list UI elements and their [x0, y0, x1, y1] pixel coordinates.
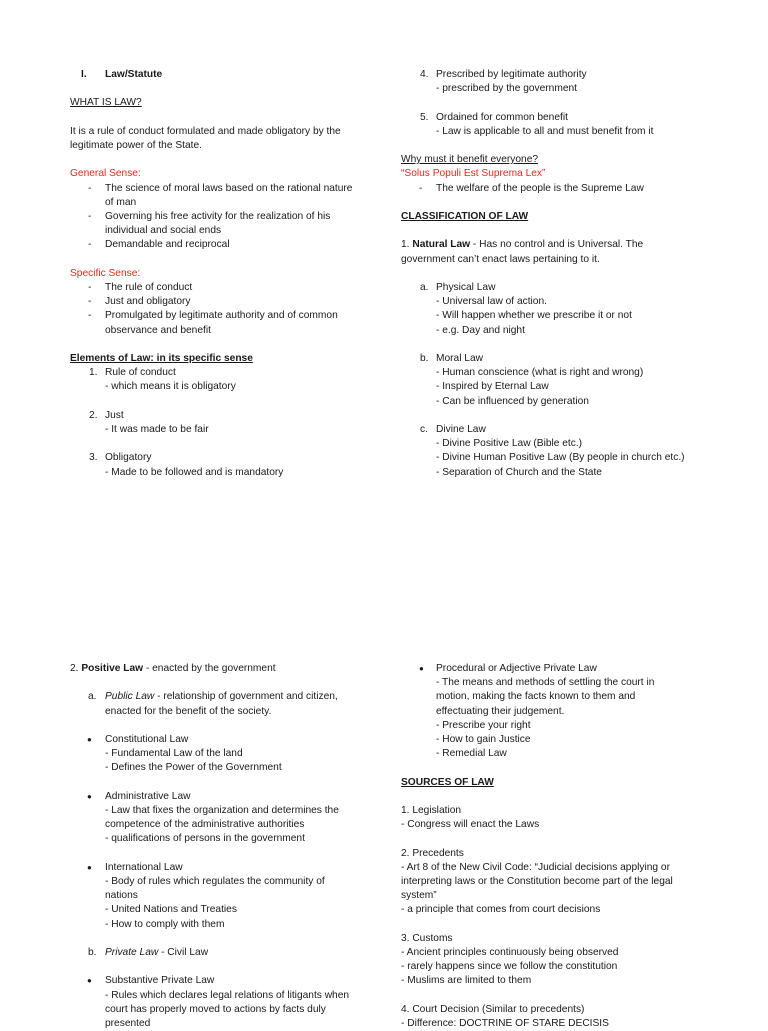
item-text: Procedural or Adjective Private Law [436, 663, 597, 674]
dash-marker: - [88, 296, 92, 308]
general-sense-heading: General Sense: [70, 168, 141, 180]
item-detail: - Made to be followed and is mandatory [105, 466, 284, 478]
item-text: Promulgated by legitimate authority and of common [105, 310, 338, 322]
source-detail: - Congress will enact the Laws [401, 819, 540, 831]
item-detail: - prescribed by the government [436, 83, 577, 95]
list-item [70, 690, 390, 704]
item-detail: - Defines the Power of the Government [105, 762, 282, 774]
item-detail: court has properly moved to actions by facts duly [105, 1003, 326, 1015]
item-detail: - Law is applicable to all and must benefit from it [436, 125, 654, 137]
bullet-marker: ● [87, 734, 92, 744]
list-item [70, 733, 390, 747]
letter-marker: a. [420, 281, 429, 293]
natural-law-desc: - Has no control and is Universal. The [470, 239, 644, 251]
list-item [401, 662, 741, 676]
list-item [70, 281, 390, 295]
number-marker: 2. [70, 663, 79, 674]
letter-marker: b. [420, 352, 429, 364]
item-detail: - United Nations and Treaties [105, 904, 237, 916]
dash-marker: - [88, 210, 92, 222]
source-item: 1. Legislation [401, 805, 462, 816]
item-detail: - Prescribe your right [436, 719, 531, 731]
item-detail: - Separation of Church and the State [436, 466, 602, 478]
top-left-column [70, 68, 390, 480]
list-item-continuation: observance and benefit [105, 324, 211, 336]
natural-law-line [401, 238, 741, 252]
source-detail: interpreting laws or the Constitution become part of the legal [401, 876, 673, 887]
item-text: Just [105, 409, 124, 421]
dash-marker: - [88, 239, 92, 251]
top-right-column [401, 68, 741, 480]
bottom-left-column [70, 662, 390, 1031]
number-marker: 4. [420, 69, 429, 80]
item-text: Ordained for common benefit [436, 111, 568, 123]
letter-marker: c. [420, 423, 428, 435]
item-detail: - Remedial Law [436, 748, 507, 760]
source-detail: - Ancient principles continuously being observed [401, 947, 619, 958]
bullet-marker: ● [87, 791, 92, 801]
item-detail: - Human conscience (what is right and wrong) [436, 367, 644, 379]
item-detail: - Can be influenced by generation [436, 395, 589, 407]
item-detail: - The means and methods of settling the court in [436, 677, 655, 689]
item-detail: - Divine Positive Law (Bible etc.) [436, 438, 583, 450]
heading-text: Law/Statute [105, 69, 163, 80]
private-law-term: Private Law [105, 946, 159, 958]
item-detail: - How to gain Justice [436, 734, 531, 746]
source-detail: - rarely happens since we follow the constitution [401, 961, 618, 973]
list-item [401, 182, 741, 196]
item-text: Administrative Law [105, 790, 191, 802]
elements-heading: Elements of Law: in its specific sense [70, 352, 253, 364]
item-detail: - e.g. Day and night [436, 324, 525, 336]
number-marker: 2. [89, 409, 98, 421]
dash-marker: - [88, 182, 92, 194]
item-detail: competence of the administrative authorities [105, 819, 305, 831]
dash-marker: - [88, 281, 92, 293]
specific-sense-heading: Specific Sense: [70, 267, 141, 279]
item-text: Governing his free activity for the realization of his [105, 210, 331, 222]
list-item [70, 790, 390, 804]
list-item [70, 366, 390, 380]
what-is-law-heading: WHAT IS LAW? [70, 97, 142, 109]
source-detail: - a principle that comes from court decisions [401, 904, 601, 916]
item-detail: - It was made to be fair [105, 423, 209, 435]
why-question: Why must it benefit everyone? [401, 154, 539, 166]
list-item [70, 210, 390, 224]
item-detail: - Law that fixes the organization and determines the [105, 804, 339, 816]
law-definition-line: It is a rule of conduct formulated and made obligatory by the [70, 125, 341, 137]
item-text: The science of moral laws based on the rational nature [105, 182, 353, 194]
positive-law-desc: - enacted by the government [143, 663, 276, 674]
list-item-continuation: individual and social ends [105, 225, 222, 237]
list-item [401, 68, 741, 82]
item-text: Prescribed by legitimate authority [436, 69, 587, 80]
item-text: Moral Law [436, 352, 483, 364]
list-item [401, 423, 741, 437]
item-text: Rule of conduct [105, 367, 176, 379]
sources-heading: SOURCES OF LAW [401, 776, 494, 788]
item-detail: nations [105, 890, 138, 902]
classification-heading: CLASSIFICATION OF LAW [401, 210, 529, 222]
item-text: Physical Law [436, 281, 496, 293]
item-text: Obligatory [105, 452, 152, 464]
list-item-continuation: of man [105, 196, 137, 208]
letter-marker: a. [88, 691, 97, 703]
item-text: Just and obligatory [105, 296, 191, 308]
natural-law-line: government can’t enact laws pertaining to it. [401, 253, 600, 265]
list-item [70, 238, 390, 252]
item-text: Constitutional Law [105, 733, 189, 745]
item-detail: - which means it is obligatory [105, 381, 236, 393]
source-detail: - Art 8 of the New Civil Code: “Judicial decisions applying or [401, 861, 670, 873]
bullet-marker: ● [87, 862, 92, 872]
bottom-right-column [401, 662, 741, 1031]
list-item [70, 409, 390, 423]
item-detail: - Body of rules which regulates the community of [105, 875, 325, 887]
item-text: Divine Law [436, 423, 486, 435]
list-item [70, 309, 390, 323]
positive-law-line [70, 662, 390, 676]
heading-number: I. [81, 69, 87, 80]
list-item [70, 861, 390, 875]
source-item: 2. Precedents [401, 847, 464, 859]
item-text: Demandable and reciprocal [105, 239, 230, 251]
item-detail: - Universal law of action. [436, 296, 547, 308]
bullet-marker: ● [419, 664, 424, 673]
item-detail: effectuating their judgement. [436, 705, 565, 717]
source-detail: system” [401, 890, 437, 902]
dash-marker: - [419, 182, 423, 194]
list-item [70, 946, 390, 960]
list-item [70, 451, 390, 465]
private-law-desc: - Civil Law [158, 946, 209, 958]
item-detail: - Will happen whether we prescribe it or not [436, 310, 632, 322]
item-detail: - Divine Human Positive Law (By people in church etc.) [436, 452, 685, 464]
list-item [401, 281, 741, 295]
natural-law-term: Natural Law [412, 239, 471, 251]
number-marker: 1. [401, 239, 410, 251]
law-definition-line: legitimate power of the State. [70, 139, 202, 151]
section-heading [70, 68, 390, 82]
item-detail: motion, making the facts known to them and [436, 691, 636, 703]
list-item [401, 111, 741, 125]
number-marker: 5. [420, 111, 429, 123]
item-text: Substantive Private Law [105, 975, 215, 987]
source-detail: - Muslims are limited to them [401, 975, 532, 987]
item-detail: - How to comply with them [105, 918, 225, 930]
bullet-marker: ● [87, 976, 92, 986]
list-item [70, 974, 390, 988]
item-detail: - Rules which declares legal relations of litigants when [105, 989, 350, 1001]
item-text: International Law [105, 861, 183, 873]
item-detail: - Inspired by Eternal Law [436, 381, 549, 393]
number-marker: 3. [89, 452, 98, 464]
item-detail: enacted for the benefit of the society. [105, 705, 272, 717]
source-item: 4. Court Decision (Similar to precedents) [401, 1003, 585, 1015]
letter-marker: b. [88, 946, 97, 958]
list-item [70, 295, 390, 309]
source-detail: - Difference: DOCTRINE OF STARE DECISIS [401, 1018, 609, 1029]
number-marker: 1. [89, 367, 98, 379]
list-item [70, 182, 390, 196]
public-law-desc: - relationship of government and citizen, [154, 691, 338, 703]
positive-law-term: Positive Law [81, 663, 144, 674]
dash-marker: - [88, 310, 92, 322]
item-detail: - qualifications of persons in the government [105, 833, 305, 845]
source-item: 3. Customs [401, 932, 453, 944]
item-detail: presented [105, 1017, 151, 1029]
item-text: The rule of conduct [105, 281, 193, 293]
list-item [401, 352, 741, 366]
item-text: The welfare of the people is the Supreme Law [436, 182, 644, 194]
public-law-term: Public Law [105, 691, 155, 703]
latin-maxim: “Solus Populi Est Suprema Lex” [401, 168, 546, 180]
item-detail: - Fundamental Law of the land [105, 748, 243, 760]
